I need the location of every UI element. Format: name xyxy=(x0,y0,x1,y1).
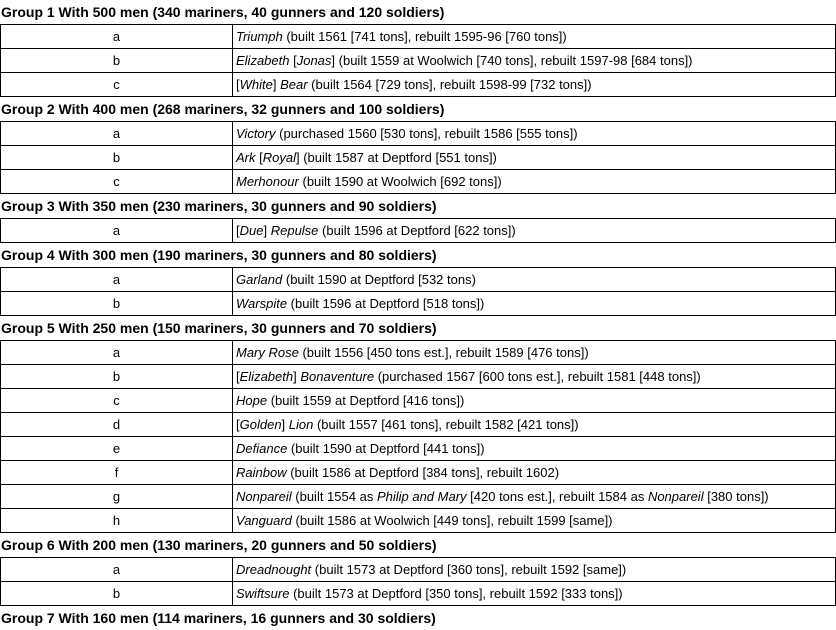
ship-name-italic: Triumph xyxy=(236,29,283,44)
ship-name-italic: Warspite xyxy=(236,296,288,311)
group-rows xyxy=(0,121,836,194)
table-row xyxy=(1,122,836,146)
ship-description xyxy=(233,558,836,581)
group-header: Group 3 With 350 men (230 mariners, 30 gunners and 90 soldiers) xyxy=(1,198,437,214)
ship-description xyxy=(233,73,836,96)
description-text: (built 1556 [450 tons est.], rebuilt 1589 [476 tons]) xyxy=(298,345,589,360)
group-rows xyxy=(0,340,836,533)
row-letter: b xyxy=(1,582,233,605)
description-text: ] (built 1587 at Deptford [551 tons]) xyxy=(295,150,497,165)
table-row xyxy=(1,341,836,365)
ship-name-italic: Golden xyxy=(239,417,282,432)
table-row xyxy=(1,413,836,437)
ship-description xyxy=(233,509,836,532)
table-row xyxy=(1,25,836,49)
description-text: ] (built 1559 at Woolwich [740 tons], rebuilt 1597-98 [684 tons]) xyxy=(331,53,693,68)
description-text: (built 1590 at Woolwich [692 tons]) xyxy=(298,174,502,189)
table-row xyxy=(1,582,836,606)
ship-name-italic: Swiftsure xyxy=(236,586,290,601)
row-letter: c xyxy=(1,170,233,193)
group-header: Group 1 With 500 men (340 mariners, 40 gunners and 120 soldiers) xyxy=(1,4,445,20)
row-letter: a xyxy=(1,558,233,581)
ship-name-italic: Philip and Mary xyxy=(376,489,467,504)
table-row xyxy=(1,509,836,533)
row-letter: b xyxy=(1,365,233,388)
ship-name-italic: Mary Rose xyxy=(236,345,299,360)
ship-name-italic: Rainbow xyxy=(236,465,287,480)
ship-name-italic: Ark xyxy=(236,150,256,165)
description-text: [ xyxy=(236,77,240,92)
row-letter: a xyxy=(1,122,233,145)
description-text: (built 1554 as xyxy=(291,489,377,504)
ship-name-italic: Garland xyxy=(236,272,283,287)
table-row xyxy=(1,268,836,292)
description-text: ] xyxy=(263,223,271,238)
table-row xyxy=(1,461,836,485)
description-text: ] xyxy=(293,369,301,384)
ship-description xyxy=(233,437,836,460)
ship-name-italic: Victory xyxy=(236,126,276,141)
row-letter: c xyxy=(1,73,233,96)
ship-description xyxy=(233,461,836,484)
ship-name-italic: Lion xyxy=(288,417,314,432)
ship-description xyxy=(233,292,836,315)
description-text: [ xyxy=(236,223,240,238)
description-text: (built 1559 at Deptford [416 tons]) xyxy=(267,393,465,408)
ship-name-italic: Merhonour xyxy=(236,174,299,189)
ship-name-italic: White xyxy=(239,77,273,92)
description-text: [420 tons est.], rebuilt 1584 as xyxy=(466,489,648,504)
ship-description xyxy=(233,170,836,193)
description-text: (built 1557 [461 tons], rebuilt 1582 [421 tons]) xyxy=(313,417,579,432)
row-letter: e xyxy=(1,437,233,460)
group-rows xyxy=(0,557,836,606)
ship-description xyxy=(233,485,836,508)
ship-description xyxy=(233,122,836,145)
description-text: (built 1573 at Deptford [360 tons], rebuilt 1592 [same]) xyxy=(311,562,627,577)
ship-name-italic: Defiance xyxy=(236,441,288,456)
row-letter: b xyxy=(1,49,233,72)
group-rows xyxy=(0,267,836,316)
ship-description xyxy=(233,341,836,364)
description-text: [ xyxy=(236,369,240,384)
description-text: (built 1586 at Woolwich [449 tons], rebuilt 1599 [same]) xyxy=(291,513,613,528)
description-text: (built 1564 [729 tons], rebuilt 1598-99 [732 tons]) xyxy=(307,77,592,92)
table-row xyxy=(1,485,836,509)
ship-description xyxy=(233,389,836,412)
row-letter: d xyxy=(1,413,233,436)
ship-description xyxy=(233,219,836,242)
table-row xyxy=(1,146,836,170)
ship-name-italic: Bonaventure xyxy=(300,369,375,384)
group-rows xyxy=(0,24,836,97)
group-header: Group 5 With 250 men (150 mariners, 30 gunners and 70 soldiers) xyxy=(1,320,437,336)
description-text: [ xyxy=(236,417,240,432)
ship-description xyxy=(233,146,836,169)
ship-name-italic: Jonas xyxy=(296,53,332,68)
description-text: (built 1586 at Deptford [384 tons], rebuilt 1602) xyxy=(286,465,560,480)
table-row xyxy=(1,558,836,582)
table-row xyxy=(1,292,836,316)
table-row xyxy=(1,49,836,73)
ship-description xyxy=(233,365,836,388)
ship-description xyxy=(233,413,836,436)
ship-name-italic: Royal xyxy=(262,150,296,165)
group-header: Group 7 With 160 men (114 mariners, 16 gunners and 30 soldiers) xyxy=(1,610,436,626)
table-row xyxy=(1,437,836,461)
description-text: (built 1596 at Deptford [518 tons]) xyxy=(287,296,485,311)
description-text: (built 1590 at Deptford [441 tons]) xyxy=(287,441,485,456)
row-letter: g xyxy=(1,485,233,508)
description-text: (purchased 1560 [530 tons], rebuilt 1586 [555 tons]) xyxy=(275,126,578,141)
table-row xyxy=(1,219,836,243)
ship-name-italic: Nonpareil xyxy=(236,489,292,504)
ship-name-italic: Due xyxy=(239,223,264,238)
description-text: [ xyxy=(255,150,263,165)
description-text: ] xyxy=(272,77,281,92)
ship-name-italic: Dreadnought xyxy=(236,562,312,577)
ship-description xyxy=(233,582,836,605)
ship-name-italic: Elizabeth xyxy=(236,53,290,68)
description-text: ] xyxy=(281,417,289,432)
row-letter: a xyxy=(1,219,233,242)
row-letter: b xyxy=(1,292,233,315)
description-text: (purchased 1567 [600 tons est.], rebuilt 1581 [448 tons]) xyxy=(374,369,701,384)
group-header: Group 2 With 400 men (268 mariners, 32 gunners and 100 soldiers) xyxy=(1,101,445,117)
ship-name-italic: Elizabeth xyxy=(239,369,294,384)
ship-name-italic: Nonpareil xyxy=(647,489,704,504)
description-text: (built 1573 at Deptford [350 tons], rebuilt 1592 [333 tons]) xyxy=(289,586,623,601)
ship-name-italic: Hope xyxy=(236,393,268,408)
row-letter: a xyxy=(1,341,233,364)
row-letter: f xyxy=(1,461,233,484)
ship-description xyxy=(233,25,836,48)
description-text: [ xyxy=(289,53,297,68)
table-row xyxy=(1,389,836,413)
description-text: (built 1590 at Deptford [532 tons) xyxy=(282,272,476,287)
table-row xyxy=(1,73,836,97)
description-text: (built 1596 at Deptford [622 tons]) xyxy=(318,223,516,238)
ship-name-italic: Vanguard xyxy=(236,513,292,528)
row-letter: b xyxy=(1,146,233,169)
description-text: [380 tons]) xyxy=(703,489,769,504)
ship-description xyxy=(233,49,836,72)
ship-name-italic: Repulse xyxy=(270,223,319,238)
group-header: Group 4 With 300 men (190 mariners, 30 gunners and 80 soldiers) xyxy=(1,247,437,263)
group-rows xyxy=(0,218,836,243)
ship-description xyxy=(233,268,836,291)
table-row xyxy=(1,365,836,389)
group-header: Group 6 With 200 men (130 mariners, 20 gunners and 50 soldiers) xyxy=(1,537,437,553)
ship-name-italic: Bear xyxy=(280,77,308,92)
row-letter: a xyxy=(1,268,233,291)
row-letter: h xyxy=(1,509,233,532)
table-row xyxy=(1,170,836,194)
row-letter: c xyxy=(1,389,233,412)
row-letter: a xyxy=(1,25,233,48)
description-text: (built 1561 [741 tons], rebuilt 1595-96 [760 tons]) xyxy=(282,29,567,44)
